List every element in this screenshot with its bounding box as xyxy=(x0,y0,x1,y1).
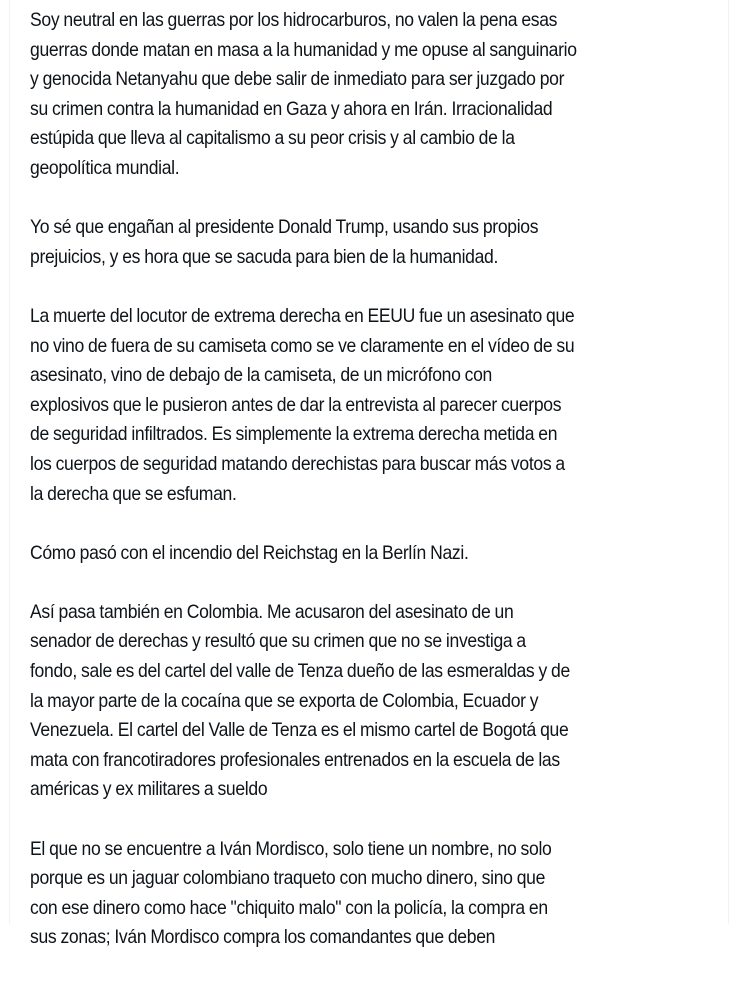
text-line: explosivos que le pusieron antes de dar la entrevista al parecer cuerpos xyxy=(30,393,562,416)
paragraph-5 xyxy=(30,598,720,805)
text-line: de seguridad infiltrados. Es simplemente la extrema derecha metida en xyxy=(30,423,558,446)
text-line: la mayor parte de la cocaína que se exporta de Colombia, Ecuador y xyxy=(30,689,539,712)
text-line: porque es un jaguar colombiano traqueto con mucho dinero, sino que xyxy=(30,867,546,890)
text-line: La muerte del locutor de extrema derecha en EEUU fue un asesinato que xyxy=(30,304,575,327)
text-line: sus zonas; Iván Mordisco compra los comandantes que deben xyxy=(30,926,496,949)
text-line: El que no se encuentre a Iván Mordisco, solo tiene un nombre, no solo xyxy=(30,837,552,860)
paragraph-6 xyxy=(30,835,720,953)
paragraph-4 xyxy=(30,539,720,569)
text-line: no vino de fuera de su camiseta como se ve claramente en el vídeo de su xyxy=(30,334,575,357)
paragraph-2 xyxy=(30,213,720,272)
text-line: Venezuela. El cartel del Valle de Tenza es el mismo cartel de Bogotá que xyxy=(30,719,569,742)
text-line: con ese dinero como hace "chiquito malo" con la policía, la compra en xyxy=(30,896,548,919)
text-line: y genocida Netanyahu que debe salir de inmediato para ser juzgado por xyxy=(30,68,565,91)
text-line: estúpida que lleva al capitalismo a su peor crisis y al cambio de la xyxy=(30,127,515,150)
text-line: geopolítica mundial. xyxy=(30,156,180,179)
text-line: guerras donde matan en masa a la humanidad y me opuse al sanguinario xyxy=(30,38,577,61)
text-line: Así pasa también en Colombia. Me acusaron del asesinato de un xyxy=(30,600,514,623)
text-line: américas y ex militares a sueldo xyxy=(30,778,268,801)
text-line: prejuicios, y es hora que se sacuda para bien de la humanidad. xyxy=(30,245,499,268)
paragraph-1 xyxy=(30,6,720,184)
text-line: Cómo pasó con el incendio del Reichstag en la Berlín Nazi. xyxy=(30,541,469,564)
text-line: su crimen contra la humanidad en Gaza y ahora en Irán. Irracionalidad xyxy=(30,97,553,120)
paragraph-3 xyxy=(30,302,720,509)
text-line: los cuerpos de seguridad matando derechistas para buscar más votos a xyxy=(30,452,565,475)
post-text xyxy=(30,6,720,983)
text-line: asesinato, vino de debajo de la camiseta, de un micrófono con xyxy=(30,364,492,387)
text-line: Soy neutral en las guerras por los hidrocarburos, no valen la pena esas xyxy=(30,9,558,31)
text-line: senador de derechas y resultó que su crimen que no se investiga a xyxy=(30,630,526,653)
text-line: Yo sé que engañan al presidente Donald Trump, usando sus propios xyxy=(30,216,539,239)
text-line: mata con francotiradores profesionales entrenados en la escuela de las xyxy=(30,748,560,771)
text-line: la derecha que se esfuman. xyxy=(30,482,237,505)
post-container xyxy=(9,0,729,949)
text-line: fondo, sale es del cartel del valle de Tenza dueño de las esmeraldas y de xyxy=(30,660,570,683)
